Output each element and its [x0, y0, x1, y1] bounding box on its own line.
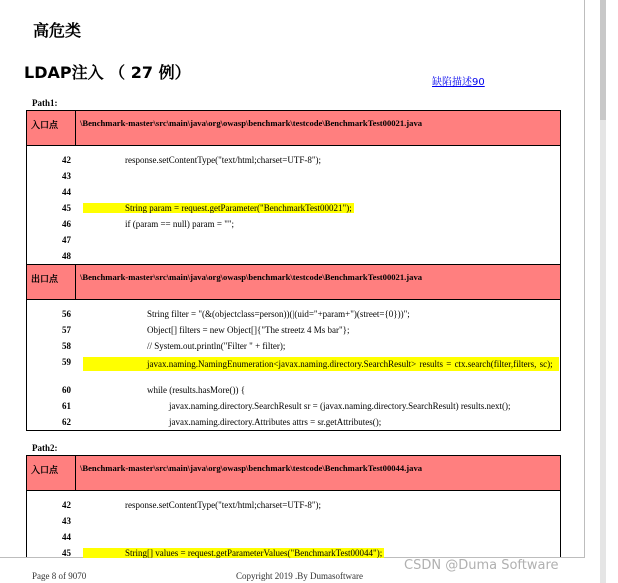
code-text: javax.naming.directory.SearchResult sr = (javax.naming.directory.SearchResult) results.next(); [169, 401, 511, 411]
code-text: javax.naming.directory.Attributes attrs = sr.getAttributes(); [169, 417, 382, 427]
line-number: 60 [62, 385, 71, 395]
code-line [27, 382, 560, 398]
code-line [27, 398, 560, 414]
exit-point-label: 出口点 [31, 275, 59, 285]
code-line [27, 306, 560, 322]
header-divider [75, 111, 76, 145]
highlighted-code: String param = request.getParameter("BenchmarkTest00021"); [83, 203, 354, 213]
defect-description-link[interactable]: 缺陷描述90 [432, 77, 485, 88]
header-divider [75, 456, 76, 490]
code-text: response.setContentType("text/html;charset=UTF-8"); [125, 500, 322, 510]
line-number: 47 [62, 235, 71, 245]
code-line [27, 232, 560, 248]
line-number: 59 [62, 357, 71, 367]
line-number: 57 [62, 325, 71, 335]
line-number: 62 [62, 417, 71, 427]
code-line [27, 184, 560, 200]
line-number: 42 [62, 500, 71, 510]
path-label: Path1: [32, 98, 58, 108]
line-number: 43 [62, 516, 71, 526]
line-number: 58 [62, 341, 71, 351]
severity-heading: 高危类 [33, 21, 82, 40]
copyright: Copyright 2019 .By Dumasoftware [236, 571, 363, 581]
code-line [27, 529, 560, 545]
code-text: Object[] filters = new Object[]{"The streetz 4 Ms bar"}; [147, 325, 350, 335]
code-line [27, 513, 560, 529]
line-number: 61 [62, 401, 71, 411]
code-line [27, 354, 560, 382]
source-block [26, 455, 561, 557]
code-text: response.setContentType("text/html;charset=UTF-8"); [125, 155, 322, 165]
line-number: 44 [62, 187, 71, 197]
scrollbar-thumb[interactable] [600, 0, 606, 120]
line-number: 45 [62, 548, 71, 558]
watermark: CSDN @Duma Software [404, 558, 559, 573]
file-path: \Benchmark-master\src\main\java\org\owasp\benchmark\testcode\BenchmarkTest00021.java [80, 118, 423, 128]
code-line [27, 168, 560, 184]
file-path: \Benchmark-master\src\main\java\org\owasp\benchmark\testcode\BenchmarkTest00044.java [80, 463, 423, 473]
block-header [27, 456, 560, 491]
entry-point-label: 入口点 [31, 466, 59, 476]
line-number: 46 [62, 219, 71, 229]
line-number: 44 [62, 532, 71, 542]
code-line [27, 152, 560, 168]
code-text: // System.out.println("Filter " + filter); [147, 341, 286, 351]
vertical-scrollbar[interactable] [600, 0, 606, 583]
path-label: Path2: [32, 443, 58, 453]
block-header [27, 111, 560, 146]
code-text: while (results.hasMore()) { [147, 385, 246, 395]
line-number: 56 [62, 309, 71, 319]
file-path: \Benchmark-master\src\main\java\org\owasp\benchmark\testcode\BenchmarkTest00021.java [80, 272, 423, 282]
line-number: 48 [62, 251, 71, 261]
code-line [27, 414, 560, 430]
code-text: String filter = "(&(objectclass=person))(|(uid="+param+")(street={0}))"; [147, 309, 410, 319]
header-divider [75, 265, 76, 299]
block-header [27, 264, 560, 300]
code-text: if (param == null) param = ""; [125, 219, 235, 229]
code-line [27, 338, 560, 354]
code-line [27, 200, 560, 216]
line-number: 42 [62, 155, 71, 165]
highlighted-code: javax.naming.NamingEnumeration<javax.naming.directory.SearchResult> results = ctx.search(filter,filters, sc); [83, 357, 559, 371]
code-line [27, 322, 560, 338]
line-number: 45 [62, 203, 71, 213]
line-number: 43 [62, 171, 71, 181]
highlighted-code: String[] values = request.getParameterValues("BenchmarkTest00044"); [83, 548, 384, 558]
vulnerability-title: LDAP注入 （ 27 例） [24, 63, 191, 82]
source-block [26, 110, 561, 431]
entry-point-label: 入口点 [31, 121, 59, 131]
code-line [27, 497, 560, 513]
page-number: Page 8 of 9070 [32, 571, 87, 581]
code-line [27, 216, 560, 232]
code-line [27, 248, 560, 264]
